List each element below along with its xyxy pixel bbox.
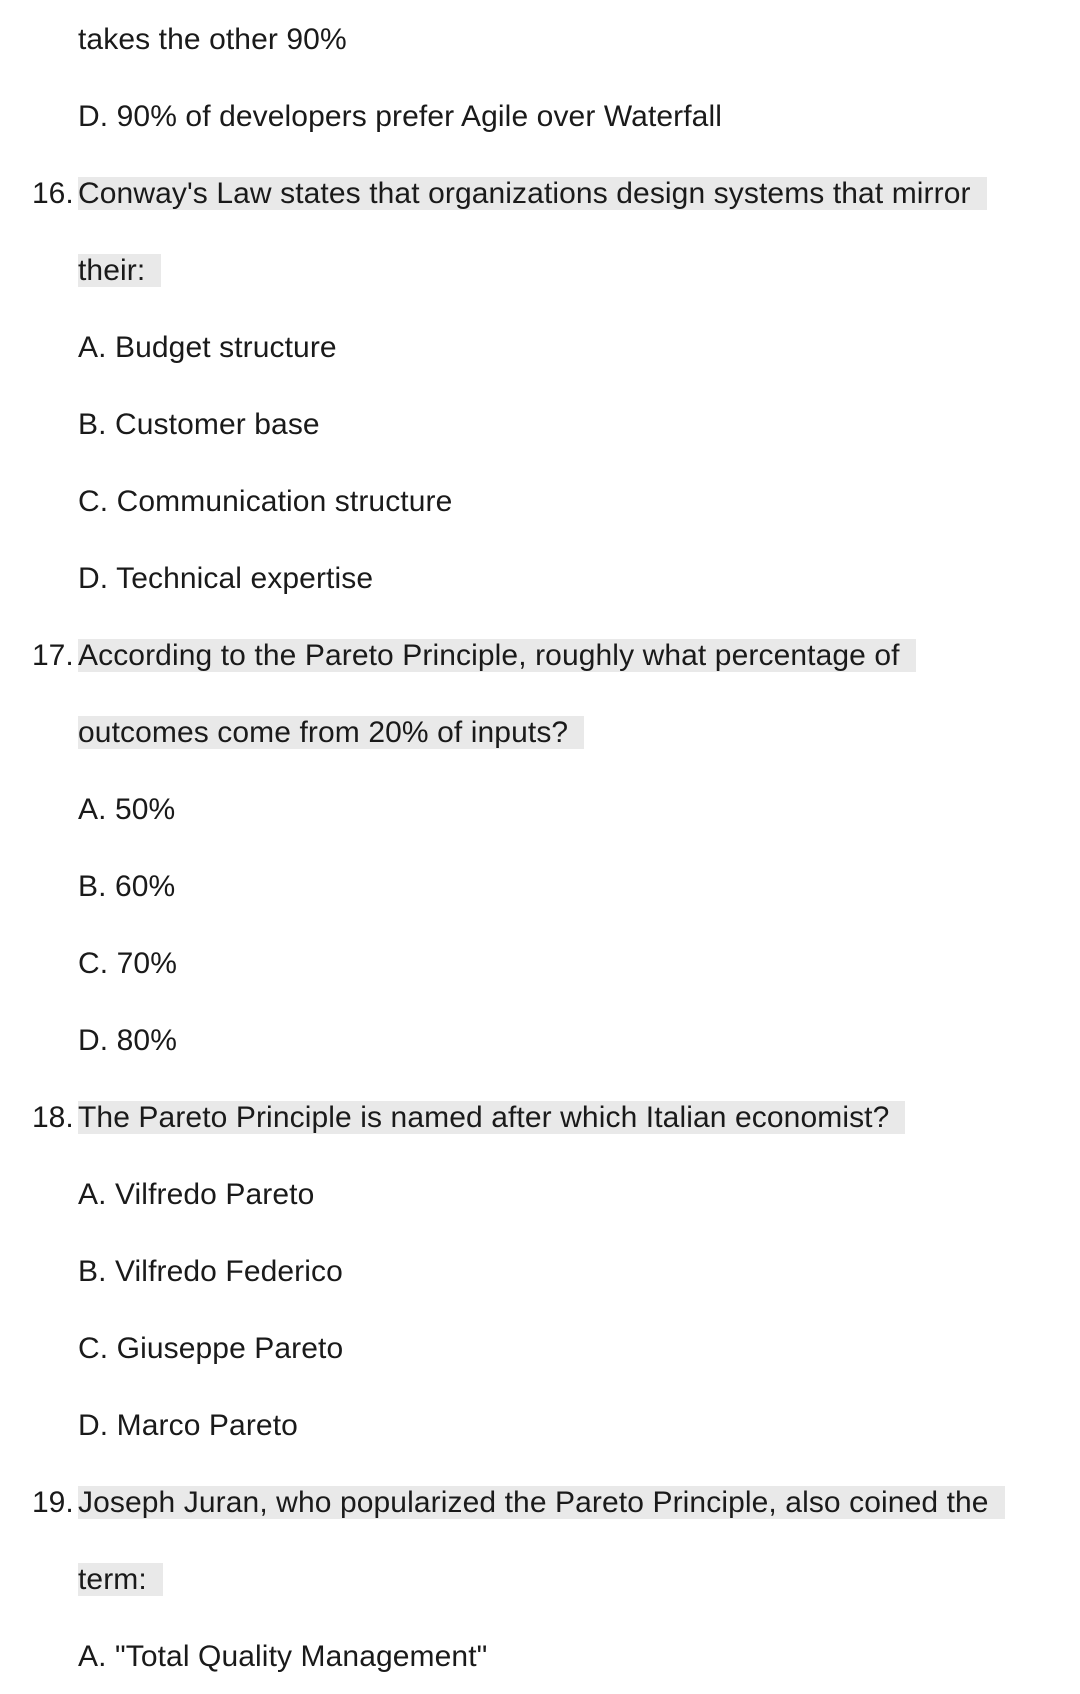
option-b: B. 60% (78, 870, 176, 903)
question-text-line: Joseph Juran, who popularized the Pareto Principle, also coined the (78, 1486, 1005, 1519)
question-text-line: Conway's Law states that organizations design systems that mirror (78, 177, 987, 210)
option-a: A. "Total Quality Management" (78, 1640, 488, 1673)
question-text-line: According to the Pareto Principle, roughly what percentage of (78, 639, 916, 672)
option-c: C. 70% (78, 947, 177, 980)
option-a: A. Budget structure (78, 331, 337, 364)
option-d: D. Marco Pareto (78, 1409, 298, 1442)
question-number: 18. (32, 1101, 74, 1134)
option-a: A. 50% (78, 793, 176, 826)
option-b: B. Customer base (78, 408, 320, 441)
question-number: 19. (32, 1486, 74, 1519)
option-b: B. Vilfredo Federico (78, 1255, 343, 1288)
question-text-line: outcomes come from 20% of inputs? (78, 716, 584, 749)
option-d: D. 90% of developers prefer Agile over Waterfall (78, 100, 722, 133)
option-continuation: takes the other 90% (78, 23, 347, 56)
question-number: 16. (32, 177, 74, 210)
question-number: 17. (32, 639, 74, 672)
option-c: C. Communication structure (78, 485, 453, 518)
question-text-line: The Pareto Principle is named after which Italian economist? (78, 1101, 905, 1134)
option-c: C. Giuseppe Pareto (78, 1332, 344, 1365)
option-a: A. Vilfredo Pareto (78, 1178, 315, 1211)
option-d: D. 80% (78, 1024, 177, 1057)
option-d: D. Technical expertise (78, 562, 374, 595)
question-text-line: term: (78, 1563, 163, 1596)
question-text-line: their: (78, 254, 161, 287)
